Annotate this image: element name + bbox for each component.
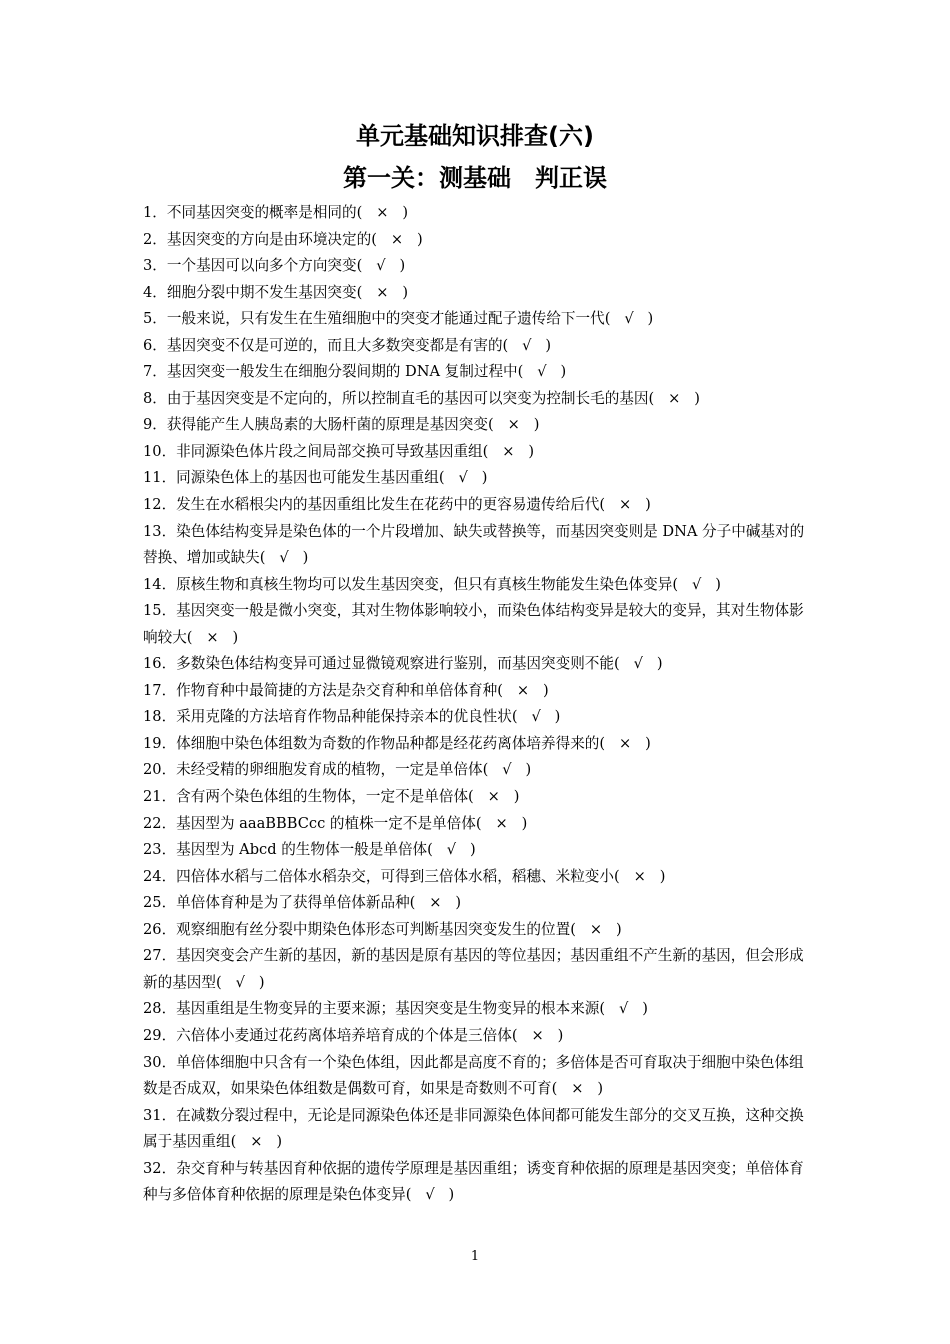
list-item	[143, 704, 808, 731]
answer-value: ×	[502, 442, 515, 460]
answer-value: ×	[619, 496, 632, 514]
answer-value: √	[619, 1000, 629, 1018]
question-text: 19．体细胞中染色体组数为奇数的作物品种都是经花药离体培养得来的(	[143, 734, 606, 752]
question-text: 7．基因突变一般发生在细胞分裂间期的 DNA 复制过程中(	[143, 363, 524, 381]
list-item	[143, 678, 808, 705]
answer-value: √	[376, 257, 386, 275]
question-text: 14．原核生物和真核生物均可以发生基因突变，但只有真核生物能发生染色体变异(	[143, 575, 679, 593]
answer-value: ×	[531, 1026, 544, 1044]
question-text: 4．细胞分裂中期不发生基因突变(	[143, 283, 363, 301]
list-item	[143, 598, 808, 651]
question-text: 28．基因重组是生物变异的主要来源；基因突变是生物变异的根本来源(	[143, 1000, 606, 1018]
answer-value: √	[633, 655, 643, 673]
answer-mark: √ )	[691, 575, 721, 593]
list-item	[143, 227, 808, 254]
answer-mark: √ )	[235, 973, 265, 991]
answer-mark: × )	[668, 389, 700, 407]
answer-mark: × )	[390, 230, 423, 248]
list-item	[143, 1050, 808, 1103]
list-item	[143, 492, 808, 519]
list-item	[143, 1103, 808, 1156]
list-item	[143, 253, 808, 280]
question-text: 25．单倍体育种是为了获得单倍体新品种(	[143, 894, 416, 912]
answer-mark: √ )	[502, 761, 532, 779]
question-text: 23．基因型为 Abcd 的生物体一般是单倍体(	[143, 841, 433, 859]
list-item	[143, 864, 808, 891]
answer-mark: √ )	[624, 310, 654, 328]
answer-mark: × )	[376, 204, 409, 221]
question-text: 3．一个基因可以向多个方向突变(	[143, 257, 363, 275]
answer-value: √	[531, 708, 541, 726]
answer-value: ×	[507, 416, 520, 434]
question-text: 15．基因突变一般是微小突变，其对生物体影响较小，而染色体结构变异是较大的变异，其对生物体影响较大(	[143, 602, 804, 646]
answer-value: ×	[495, 814, 508, 832]
answer-value: √	[279, 549, 289, 567]
list-item	[143, 996, 808, 1023]
answer-value: √	[537, 363, 547, 381]
question-text: 10．非同源染色体片段之间局部交换可导致基因重组(	[143, 442, 489, 460]
answer-mark: × )	[619, 734, 651, 752]
question-text: 24．四倍体水稻与二倍体水稻杂交，可得到三倍体水稻，稻穗、米粒变小(	[143, 867, 620, 885]
list-item	[143, 280, 808, 307]
answer-mark: √ )	[425, 1186, 455, 1204]
list-item	[143, 359, 808, 386]
answer-mark: × )	[589, 920, 622, 938]
question-text: 22．基因型为 aaaBBBCcc 的植株一定不是单倍体(	[143, 814, 482, 832]
question-text: 18．采用克隆的方法培育作物品种能保持亲本的优良性状(	[143, 708, 518, 726]
answer-mark: × )	[502, 442, 535, 460]
answer-mark: √ )	[279, 549, 309, 567]
list-item	[143, 439, 808, 466]
answer-value: ×	[376, 283, 389, 301]
answer-value: ×	[390, 230, 404, 248]
answer-mark: √ )	[619, 1000, 648, 1018]
question-text: 30．单倍体细胞中只含有一个染色体组，因此都是高度不育的；多倍体是否可育取决于细胞中染色体组数是否成双，如果染色体组数是偶数可育，如果是奇数则不可育(	[143, 1053, 804, 1098]
question-text: 21．含有两个染色体组的生物体，一定不是单倍体(	[143, 788, 474, 806]
answer-mark: √ )	[633, 655, 663, 673]
question-text: 20．未经受精的卵细胞发育成的植物，一定是单倍体(	[143, 761, 489, 779]
answer-value: √	[446, 841, 457, 859]
answer-mark: × )	[487, 788, 520, 806]
question-text: 27．基因突变会产生新的基因，新的基因是原有基因的等位基因；基因重组不产生新的基因，但会形成新的基因型(	[143, 947, 804, 991]
answer-value: √	[235, 973, 245, 991]
page-title: 单元基础知识排查(六)	[356, 122, 594, 150]
question-text: 31．在减数分裂过程中，无论是同源染色体还是非同源染色体间都可能发生部分的交叉互换，这种交换属于基因重组(	[143, 1106, 804, 1151]
question-list	[143, 200, 808, 1209]
answer-mark: √ )	[446, 841, 476, 859]
list-item	[143, 917, 808, 944]
list-item	[143, 837, 808, 864]
answer-value: ×	[571, 1080, 584, 1098]
answer-mark: × )	[376, 283, 409, 301]
question-text: 2．基因突变的方向是由环境决定的(	[143, 230, 377, 248]
answer-mark: × )	[507, 416, 540, 434]
list-item	[143, 386, 808, 413]
list-item	[143, 1156, 808, 1209]
answer-mark: × )	[571, 1080, 604, 1098]
question-text: 5．一般来说，只有发生在生殖细胞中的突变才能通过配子遗传给下一代(	[143, 310, 611, 328]
answer-value: ×	[589, 920, 603, 938]
list-item	[143, 200, 808, 227]
answer-value: √	[458, 469, 468, 487]
answer-value: √	[624, 310, 634, 328]
list-item	[143, 890, 808, 917]
list-item	[143, 519, 808, 572]
answer-mark: √ )	[531, 708, 561, 726]
answer-value: ×	[516, 681, 530, 699]
question-text: 12．发生在水稻根尖内的基因重组比发生在花药中的更容易遗传给后代(	[143, 496, 606, 514]
answer-mark: × )	[633, 867, 666, 885]
question-text: 6．基因突变不仅是可逆的，而且大多数突变都是有害的(	[143, 336, 509, 354]
answer-value: ×	[376, 204, 389, 221]
answer-value: ×	[250, 1133, 263, 1151]
question-text: 26．观察细胞有丝分裂中期染色体形态可判断基因突变发生的位置(	[143, 920, 576, 938]
page-number: 1	[470, 1249, 480, 1264]
question-text: 17．作物育种中最简捷的方法是杂交育种和单倍体育种(	[143, 681, 503, 699]
question-text: 29．六倍体小麦通过花药离体培养培育成的个体是三倍体(	[143, 1026, 518, 1044]
answer-mark: × )	[429, 894, 462, 912]
answer-value: √	[425, 1186, 435, 1204]
answer-value: ×	[668, 389, 681, 407]
answer-mark: √ )	[376, 257, 406, 275]
list-item	[143, 757, 808, 784]
list-item	[143, 943, 808, 996]
answer-mark: × )	[206, 628, 239, 646]
list-item	[143, 306, 808, 333]
answer-mark: × )	[516, 681, 549, 699]
list-item	[143, 651, 808, 678]
question-text: 13．染色体结构变异是染色体的一个片段增加、缺失或替换等，而基因突变则是 DNA 分子中碱基对的替换、增加或缺失(	[143, 522, 805, 567]
answer-value: ×	[633, 867, 646, 885]
list-item	[143, 784, 808, 811]
answer-mark: × )	[250, 1133, 283, 1151]
answer-value: ×	[429, 894, 442, 912]
answer-value: √	[502, 761, 512, 779]
section-subtitle: 第一关：测基础 判正误	[343, 164, 607, 192]
list-item	[143, 1023, 808, 1050]
list-item	[143, 465, 808, 492]
answer-value: √	[522, 336, 532, 354]
answer-value: ×	[206, 628, 219, 646]
answer-mark: √ )	[458, 469, 488, 487]
answer-value: ×	[619, 734, 632, 752]
list-item	[143, 811, 808, 838]
list-item	[143, 412, 808, 439]
answer-mark: × )	[619, 496, 651, 514]
question-text: 1．不同基因突变的概率是相同的(	[143, 204, 363, 221]
list-item	[143, 572, 808, 599]
answer-value: √	[691, 575, 702, 593]
question-text: 8．由于基因突变是不定向的，所以控制直毛的基因可以突变为控制长毛的基因(	[143, 389, 655, 407]
question-text: 16．多数染色体结构变异可通过显微镜观察进行鉴别，而基因突变则不能(	[143, 655, 620, 673]
answer-value: ×	[487, 788, 500, 806]
answer-mark: √ )	[537, 363, 567, 381]
answer-mark: √ )	[522, 336, 552, 354]
question-text: 9．获得能产生人胰岛素的大肠杆菌的原理是基因突变(	[143, 416, 494, 434]
question-text: 11．同源染色体上的基因也可能发生基因重组(	[143, 469, 445, 487]
question-text: 32．杂交育种与转基因育种依据的遗传学原理是基因重组；诱变育种依据的原理是基因突变；单倍体育种与多倍体育种依据的原理是染色体变异(	[143, 1159, 804, 1204]
answer-mark: × )	[495, 814, 528, 832]
answer-mark: × )	[531, 1026, 564, 1044]
list-item	[143, 731, 808, 758]
list-item	[143, 333, 808, 360]
